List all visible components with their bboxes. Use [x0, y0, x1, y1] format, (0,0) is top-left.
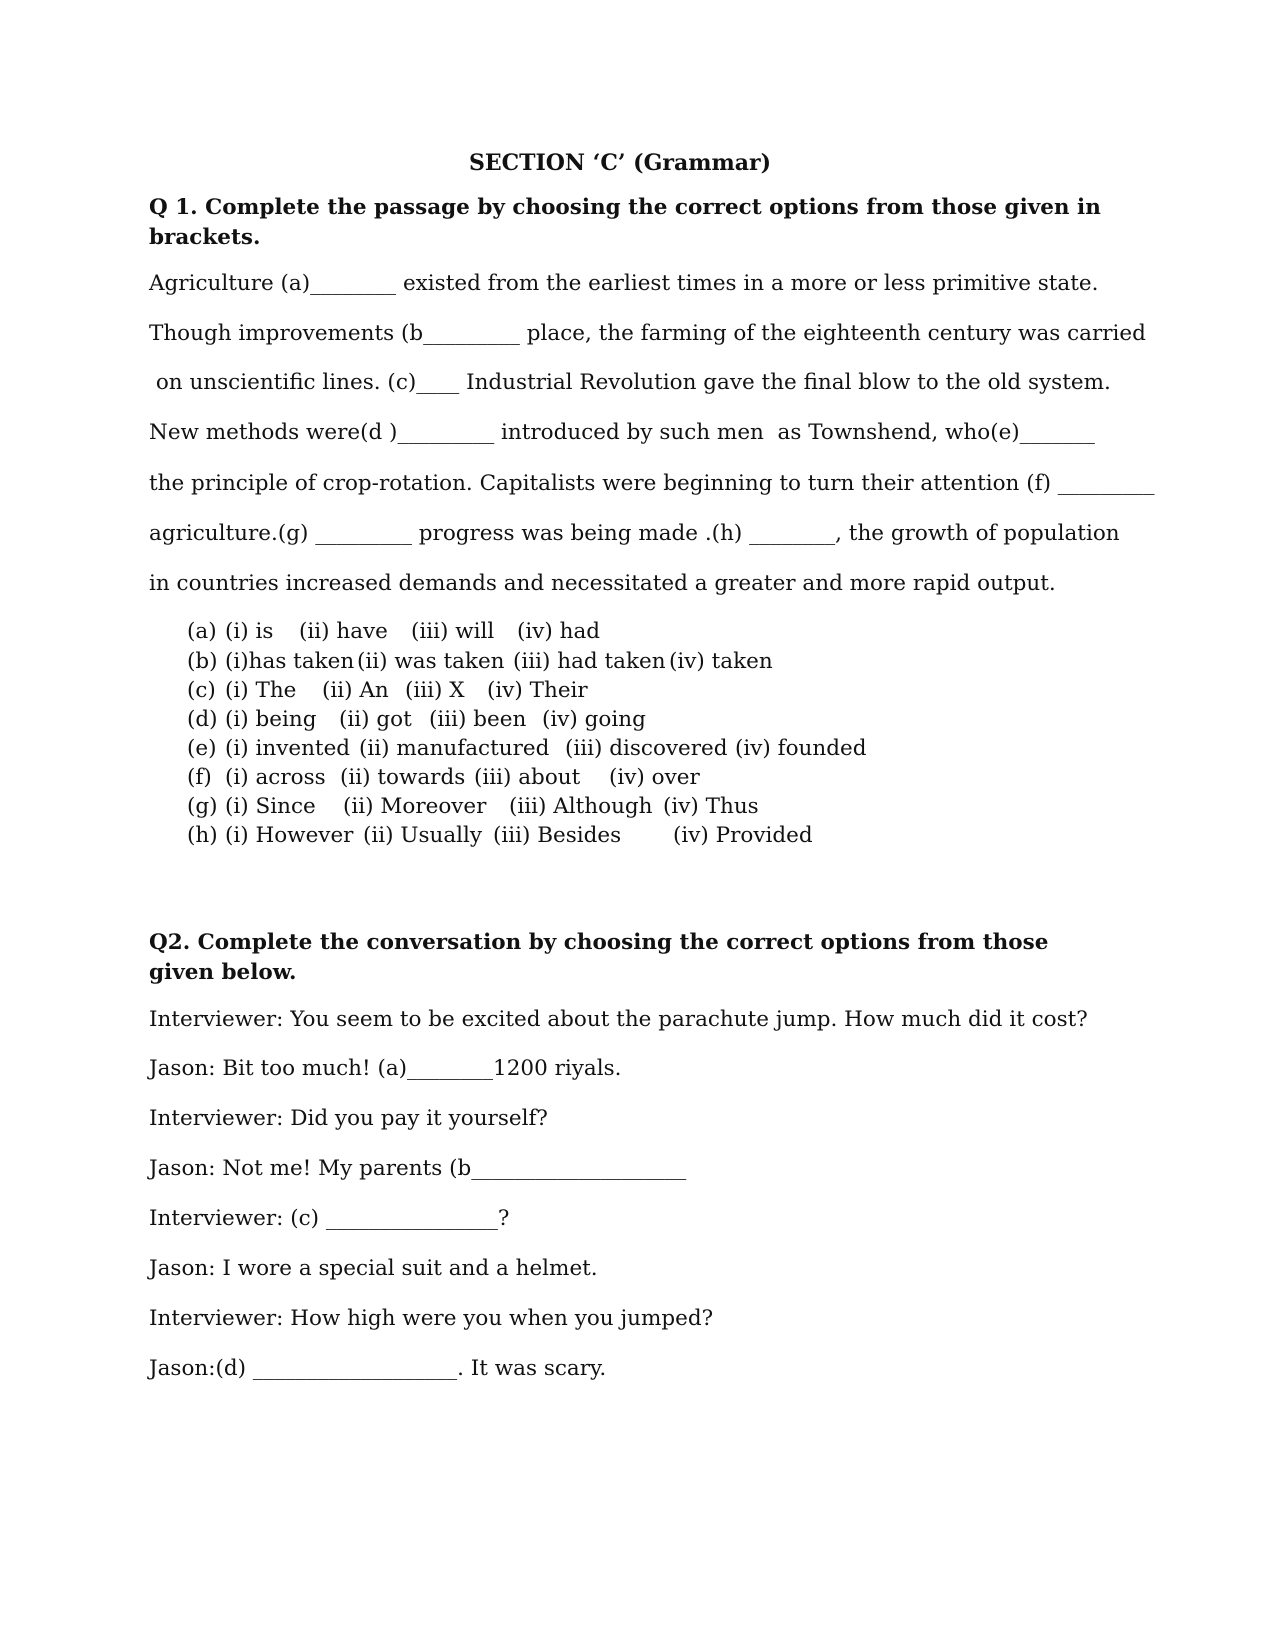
option-choice: (ii) have — [299, 619, 388, 644]
option-choice: (iv) Their — [487, 678, 588, 703]
option-label: (b) — [187, 649, 218, 674]
dialogue-line: Jason: I wore a special suit and a helmet. — [149, 1256, 598, 1281]
option-label: (f) — [187, 765, 212, 790]
option-choice: (i) Since — [225, 794, 316, 819]
option-choice: (iv) over — [609, 765, 700, 790]
dialogue-line: Interviewer: (c) ________________? — [149, 1206, 510, 1231]
option-choice: (iii) will — [411, 619, 495, 644]
option-choice: (iv) had — [517, 619, 601, 644]
option-choice: (ii) got — [339, 707, 412, 732]
option-choice: (i) The — [225, 678, 297, 703]
option-label: (h) — [187, 823, 218, 848]
passage-line: Agriculture (a)________ existed from the earliest times in a more or less primitive state. — [149, 271, 1099, 296]
option-choice: (ii) Moreover — [343, 794, 487, 819]
option-choice: (iii) Besides — [493, 823, 622, 848]
dialogue-line: Jason:(d) ___________________. It was scary. — [149, 1356, 607, 1381]
option-choice: (iii) discovered — [565, 736, 728, 761]
option-choice: (ii) Usually — [363, 823, 483, 848]
passage-line: Though improvements (b_________ place, the farming of the eighteenth century was carried — [149, 321, 1146, 346]
passage-line: in countries increased demands and necessitated a greater and more rapid output. — [149, 571, 1056, 596]
dialogue-line: Interviewer: You seem to be excited about the parachute jump. How much did it cost? — [149, 1007, 1088, 1032]
passage-line: the principle of crop-rotation. Capitalists were beginning to turn their attention (f) _________ — [149, 471, 1155, 496]
option-choice: (i) being — [225, 707, 317, 732]
option-label: (e) — [187, 736, 217, 761]
q1-heading: Q 1. Complete the passage by choosing the correct options from those given in brackets. — [149, 195, 1101, 250]
option-choice: (iii) Although — [509, 794, 653, 819]
option-label: (c) — [187, 678, 216, 703]
passage-line: agriculture.(g) _________ progress was being made .(h) ________, the growth of population — [149, 521, 1120, 546]
section-title: SECTION ‘C’ (Grammar) — [468, 150, 772, 176]
option-choice: (i) across — [225, 765, 326, 790]
option-choice: (iii) X — [405, 678, 465, 703]
option-choice: (ii) An — [322, 678, 389, 703]
option-choice: (iii) about — [474, 765, 581, 790]
option-label: (g) — [187, 794, 218, 819]
dialogue-line: Interviewer: How high were you when you jumped? — [149, 1306, 714, 1331]
dialogue-line: Interviewer: Did you pay it yourself? — [149, 1106, 548, 1131]
option-label: (a) — [187, 619, 217, 644]
option-choice: (iv) going — [542, 707, 646, 732]
option-choice: (iv) Provided — [673, 823, 813, 848]
dialogue-line: Jason: Bit too much! (a)________1200 riyals. — [149, 1056, 622, 1081]
option-choice: (iv) taken — [669, 649, 773, 674]
passage-line: on unscientific lines. (c)____ Industrial Revolution gave the final blow to the old system. — [149, 370, 1111, 395]
option-choice: (ii) towards — [340, 765, 466, 790]
dialogue-line: Jason: Not me! My parents (b____________________ — [149, 1156, 687, 1181]
option-choice: (i) However — [225, 823, 354, 848]
passage-line: New methods were(d )_________ introduced by such men as Townshend, who(e)_______ — [149, 420, 1095, 445]
option-choice: (iv) Thus — [663, 794, 759, 819]
option-choice: (ii) manufactured — [359, 736, 550, 761]
option-choice: (ii) was taken — [357, 649, 505, 674]
option-choice: (i)has taken — [225, 649, 355, 674]
option-choice: (iii) been — [429, 707, 527, 732]
option-choice: (iii) had taken — [513, 649, 666, 674]
option-choice: (iv) founded — [735, 736, 867, 761]
q2-heading: Q2. Complete the conversation by choosing the correct options from those given below. — [149, 930, 1049, 985]
option-choice: (i) is — [225, 619, 274, 644]
option-label: (d) — [187, 707, 218, 732]
option-choice: (i) invented — [225, 736, 351, 761]
